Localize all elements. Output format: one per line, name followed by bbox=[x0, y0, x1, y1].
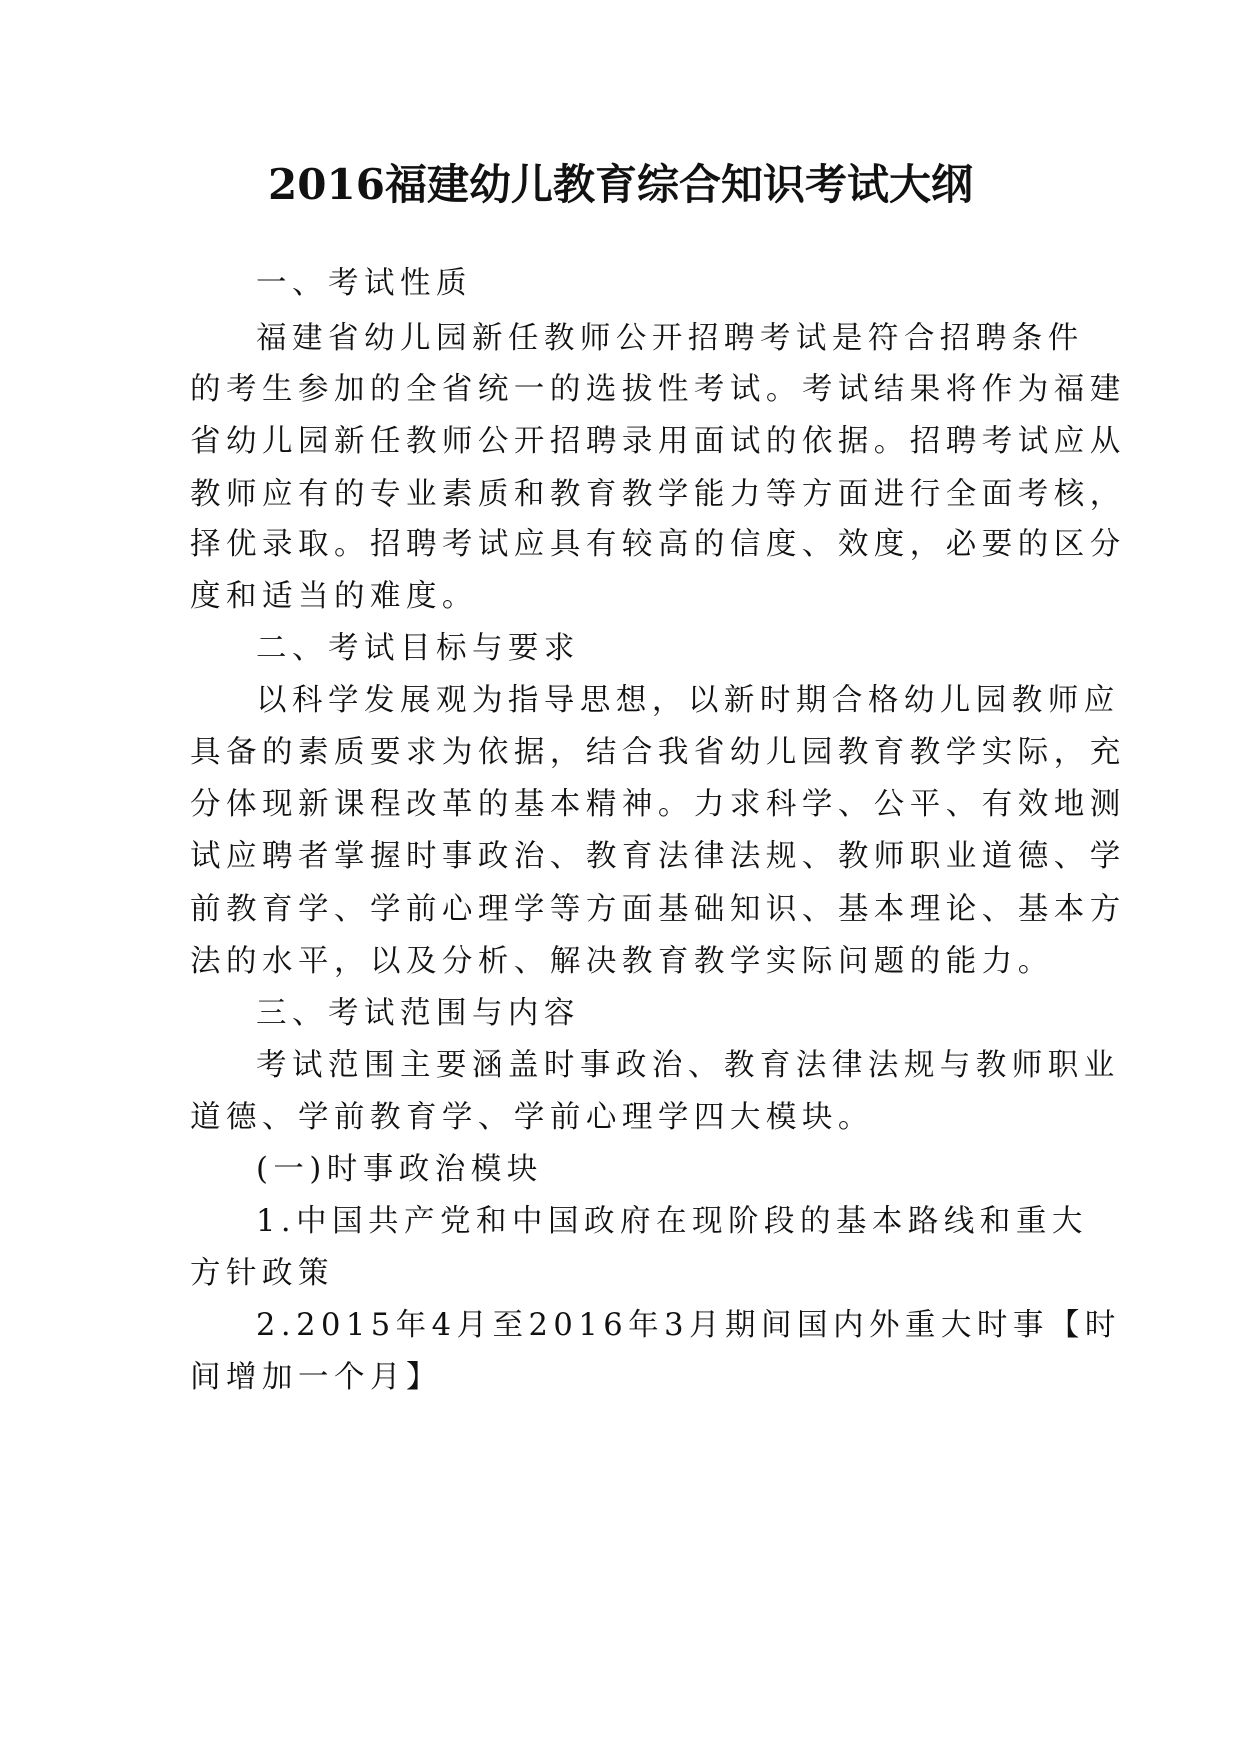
paragraph-line: 教师应有的专业素质和教育教学能力等方面进行全面考核， bbox=[190, 477, 1126, 512]
section-heading: 三、考试范围与内容 bbox=[256, 996, 580, 1031]
paragraph-line: 的考生参加的全省统一的选拔性考试。考试结果将作为福建 bbox=[190, 372, 1126, 407]
paragraph-line: 法的水平，以及分析、解决教育教学实际问题的能力。 bbox=[190, 944, 1054, 979]
paragraph-line: 考试范围主要涵盖时事政治、教育法律法规与教师职业 bbox=[256, 1048, 1120, 1083]
paragraph-line: 道德、学前教育学、学前心理学四大模块。 bbox=[190, 1100, 874, 1135]
paragraph-line: 省幼儿园新任教师公开招聘录用面试的依据。招聘考试应从 bbox=[190, 424, 1126, 459]
paragraph-line: 前教育学、学前心理学等方面基础知识、基本理论、基本方 bbox=[190, 892, 1126, 927]
section-heading: 一、考试性质 bbox=[256, 266, 472, 301]
paragraph-line: 分体现新课程改革的基本精神。力求科学、公平、有效地测 bbox=[190, 787, 1126, 822]
list-item-line: 2.2015年4月至2016年3月期间国内外重大时事【时 bbox=[256, 1308, 1121, 1343]
paragraph-line: 试应聘者掌握时事政治、教育法律法规、教师职业道德、学 bbox=[190, 839, 1126, 874]
list-item-line: 间增加一个月】 bbox=[190, 1360, 442, 1395]
paragraph-line: 具备的素质要求为依据，结合我省幼儿园教育教学实际，充 bbox=[190, 735, 1126, 770]
paragraph-line: 择优录取。招聘考试应具有较高的信度、效度，必要的区分 bbox=[190, 527, 1126, 562]
section-heading: 二、考试目标与要求 bbox=[256, 631, 580, 666]
paragraph-line: 度和适当的难度。 bbox=[190, 579, 478, 614]
subsection-heading: (一)时事政治模块 bbox=[256, 1152, 543, 1187]
paragraph-line: 以科学发展观为指导思想，以新时期合格幼儿园教师应 bbox=[256, 683, 1120, 718]
paragraph-line: 福建省幼儿园新任教师公开招聘考试是符合招聘条件 bbox=[256, 321, 1084, 356]
list-item-line: 方针政策 bbox=[190, 1256, 334, 1291]
list-item-line: 1.中国共产党和中国政府在现阶段的基本路线和重大 bbox=[256, 1204, 1088, 1239]
document-title: 2016福建幼儿教育综合知识考试大纲 bbox=[268, 160, 973, 209]
